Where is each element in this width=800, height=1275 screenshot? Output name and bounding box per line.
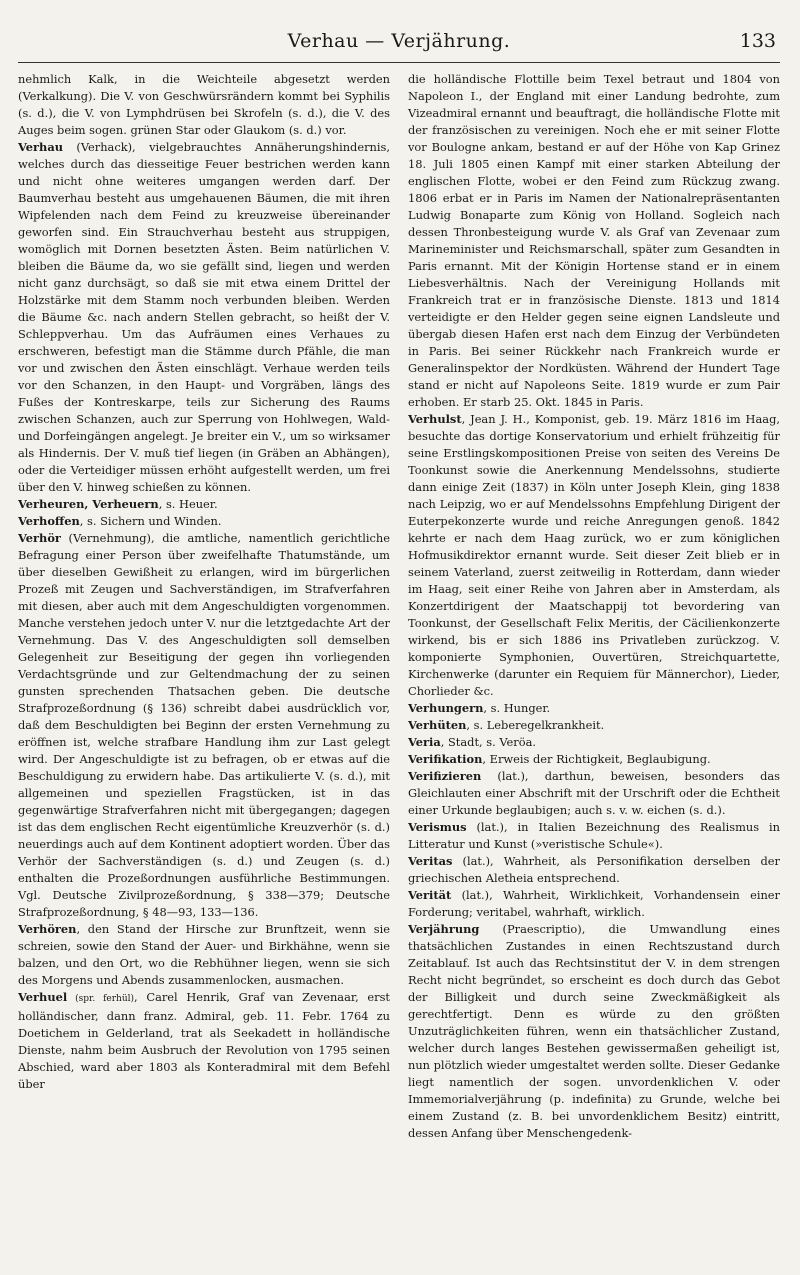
entry-text: (lat.), in Italien Bezeichnung des Realismus in Litteratur und Kunst (»veristische Schule«). [408,820,780,851]
entry-headword: Veria [408,735,441,749]
entry-text: , s. Hunger. [483,701,551,715]
entry-headword: Verheuren, Verheuern [18,497,159,511]
entry-text: (lat.), Wahrheit, Wirklichkeit, Vorhandensein einer Forderung; veritabel, wahrhaft, wirklich. [408,888,780,919]
dictionary-entry [408,700,780,717]
entry-text: (lat.), darthun, beweisen, besonders das Gleichlauten einer Abschrift mit der Urschrift oder die Echtheit einer Urkunde beglaubigen; auch s. v. w. eichen (s. d.). [408,769,780,817]
dictionary-entry [18,921,390,989]
dictionary-entry [408,734,780,751]
entry-headword: Verhoffen [18,514,80,528]
entry-text: (lat.), Wahrheit, als Personifikation derselben der griechischen Aletheia entsprechend. [408,854,780,885]
entry-text: (Vernehmung), die amtliche, namentlich gerichtliche Befragung einer Person über zweifelhafte Thatumstände, um über dieselben Gewißheit zu erlangen, wird im bürgerlichen Prozeß mit Zeugen und Sachverständigen, im Strafverfahren mit diesen, aber auch mit dem Angeschuldigten vorgenommen. Manche verstehen jedoch unter V. nur die letztgedachte Art der Vernehmung. Das V. des Angeschuldigten soll demselben Gelegenheit zur Beseitigung der gegen ihn vorliegenden Verdachtsgründe und zur Geltendmachung der zu seinen gunsten sprechenden Thatsachen geben. Die deutsche Strafprozeßordnung (§ 136) schreibt dabei ausdrücklich vor, daß dem Beschuldigten bei Beginn der ersten Vernehmung zu eröffnen ist, welche strafbare Handlung ihm zur Last gelegt wird. Der Angeschuldigte ist zu befragen, ob er etwas auf die Beschuldigung zu erwidern habe. Das artikulierte V. (s. d.), mit allgemeinen und speziellen Fragstücken, ist in das gegenwärtige Strafverfahren nicht mit übergegangen; dagegen ist das dem englischen Recht eigentümliche Kreuzverhör (s. d.) neuerdings auch auf dem Kontinent adoptiert worden. Über das Verhör der Sachverständigen (s. d.) und Zeugen (s. d.) enthalten die Prozeßordnungen ausführliche Bestimmungen. Vgl. Deutsche Zivilprozeßordnung, § 338—379; Deutsche Strafprozeßordnung, § 48—93, 133—136. [18,531,390,919]
left-column [18,71,390,1142]
entry-pronunciation: (spr. ferhül) [67,994,135,1004]
dictionary-entry [408,751,780,768]
entry-headword: Verhören [18,922,77,936]
entry-text: , s. Leberegelkrankheit. [466,718,605,732]
right-column [408,71,780,1142]
dictionary-entry [408,717,780,734]
dictionary-entry [408,887,780,921]
entry-text: , s. Sichern und Winden. [79,514,222,528]
dictionary-entry [408,819,780,853]
entry-text: , Erweis der Richtigkeit, Beglaubigung. [482,752,711,766]
entry-headword: Verifikation [408,752,483,766]
entry-headword: Verismus [408,820,467,834]
dictionary-entry [18,530,390,921]
entry-headword: Verjährung [408,922,480,936]
page-number: 133 [739,30,776,52]
entry-text: , s. Heuer. [158,497,218,511]
dictionary-entry [408,411,780,700]
header-title: Verhau — Verjährung. [287,30,511,52]
dictionary-entry [408,71,780,411]
entry-headword: Verhungern [408,701,484,715]
dictionary-entry [18,989,390,1093]
entry-headword: Verhüten [408,718,467,732]
entry-headword: Verhulst [408,412,462,426]
dictionary-entry [408,921,780,1142]
entry-headword: Verhuel [18,990,68,1004]
entry-headword: Veritas [408,854,453,868]
dictionary-entry [18,139,390,496]
dictionary-entry [18,71,390,139]
entry-headword: Verität [408,888,452,902]
entry-text: , Stadt, s. Veröa. [440,735,536,749]
entry-text: die holländische Flottille beim Texel betraut und 1804 von Napoleon I., der England mit einer Landung bedrohte, zum Vizeadmiral ernannt und beauftragt, die holländische Flotte mit der französischen zu vereinigen. Noch ehe er mit seiner Flotte vor Boulogne ankam, bestand er auf der Höhe von Kap Grinez 18. Juli 1805 einen Kampf mit einer starken Abteilung der englischen Flotte, wobei er den Feind zum Rückzug zwang. 1806 erbat er in Paris im Namen der Nationalrepräsentanten Ludwig Bonaparte zum König von Holland. Sogleich nach dessen Thronbesteigung wurde V. als Graf van Zevenaar zum Marineminister und Reichsmarschall, später zum Gesandten in Paris ernannt. Mit der Königin Hortense stand er in einem Liebesverhältnis. Nach der Vereinigung Hollands mit Frankreich trat er in französische Dienste. 1813 und 1814 verteidigte er den Helder gegen seine eignen Landsleute und übergab diesen Hafen erst nach dem Einzug der Verbündeten in Paris. Bei seiner Rückkehr nach Frankreich wurde er Generalinspektor der Nordküsten. Während der Hundert Tage stand er nicht auf Napoleons Seite. 1819 wurde er zum Pair erhoben. Er starb 25. Okt. 1845 in Paris. [408,72,780,409]
entry-text: , den Stand der Hirsche zur Brunftzeit, wenn sie schreien, sowie den Stand der Auer- und Birkhähne, wenn sie balzen, und den Ort, wo die Rebhühner liegen, wenn sie sich des Morgens und Abends zusammenlocken, ausmachen. [18,922,390,987]
text-columns [18,71,780,1142]
entry-text: (Praescriptio), die Umwandlung eines thatsächlichen Zustandes in einen Rechtszustand durch Zeitablauf. Ist auch das Rechtsinstitut der V. in dem strengen Recht nicht begründet, so erscheint es doch durch das Gebot der Billigkeit und durch seine Zweckmäßigkeit als gerechtfertigt. Denn es würde zu den größten Unzuträglichkeiten führen, wenn ein thatsächlicher Zustand, welcher durch langes Bestehen gewissermaßen geheiligt ist, nun plötzlich wieder umgestaltet werden sollte. Dieser Gedanke liegt namentlich der sogen. unvordenklichen V. oder Immemorialverjährung (p. indefinita) zu Grunde, welche bei einem Zustand (z. B. bei unvordenklichem Besitz) eintritt, dessen Anfang über Menschengedenk- [408,922,780,1140]
entry-text: , Jean J. H., Komponist, geb. 19. März 1816 im Haag, besuchte das dortige Konservatorium und erhielt frühzeitig für seine Erstlingskompositionen Preise von seiten des Vereins De Toonkunst sowie die Anerkennung Mendelssohns, studierte dann einige Zeit (1837) in Köln unter Joseph Klein, ging 1838 nach Leipzig, wo er auf Mendelssohns Empfehlung Dirigent der Euterpekonzerte wurde und reiche Anregungen genoß. 1842 kehrte er nach dem Haag zurück, wo er zum königlichen Hofmusikdirektor ernannt wurde. Seit dieser Zeit blieb er in seinem Vaterland, zuerst zeitweilig in Rotterdam, dann wieder im Haag, seit einer Reihe von Jahren aber in Amsterdam, als Konzertdirigent der Maatschappij tot bevordering van Toonkunst, der Gesellschaft Felix Meritis, der Cäcilienkonzerte wirkend, bis er sich 1886 ins Privatleben zurückzog. V. komponierte Symphonien, Ouvertüren, Streichquartette, Kirchenwerke (darunter ein Requiem für Männerchor), Lieder, Chorlieder &c. [408,412,780,698]
entry-headword: Verhau [18,140,63,154]
dictionary-entry [18,513,390,530]
entry-text: , Carel Henrik, Graf van Zevenaar, erst holländischer, dann franz. Admiral, geb. 11. Febr. 1764 zu Doetichem in Gelderland, trat als Seekadett in holländische Dienste, nahm beim Ausbruch der Revolution von 1795 seinen Abschied, ward aber 1803 als Konteradmiral mit dem Befehl über [18,990,390,1091]
entry-text: nehmlich Kalk, in die Weichteile abgesetzt werden (Verkalkung). Die V. von Geschwürsrändern kommt bei Syphilis (s. d.), die V. von Lymphdrüsen bei Skrofeln (s. d.), die V. des Auges beim sogen. grünen Star oder Glaukom (s. d.) vor. [18,72,390,137]
running-header [18,22,780,63]
dictionary-entry [408,853,780,887]
dictionary-entry [408,768,780,819]
entry-headword: Verhör [18,531,61,545]
entry-headword: Verifizieren [408,769,482,783]
entry-text: (Verhack), vielgebrauchtes Annäherungshindernis, welches durch das diesseitige Feuer bestrichen werden kann und nicht ohne weiteres umgangen werden darf. Der Baumverhau besteht aus umgehauenen Bäumen, die mit ihren Wipfelenden nach dem Feind zu kreuzweise übereinander geworfen sind. Ein Strauchverhau besteht aus struppigen, womöglich mit Dornen besetzten Ästen. Beim natürlichen V. bleiben die Bäume da, wo sie gefällt sind, liegen und werden nicht ganz durchsägt, so daß sie mit etwa einem Drittel der Holzstärke mit dem Stamm noch verbunden bleiben. Werden die Bäume &c. nach andern Stellen gebracht, so heißt der V. Schleppverhau. Um das Aufräumen eines Verhaues zu erschweren, befestigt man die Stämme durch Pfähle, die man vor und zwischen den Ästen einschlägt. Verhaue werden teils vor den Schanzen, in den Haupt- und Vorgräben, längs des Fußes der Kontreskarpe, teils zur Sicherung des Raums zwischen Schanzen, auch zur Sperrung von Hohlwegen, Wald- und Dorfeingängen angelegt. Je breiter ein V., um so wirksamer als Hindernis. Der V. muß tief liegen (in Gräben an Abhängen), oder die Verteidiger müssen erhöht aufgestellt werden, um frei über den V. hinweg schießen zu können. [18,140,390,494]
dictionary-entry [18,496,390,513]
